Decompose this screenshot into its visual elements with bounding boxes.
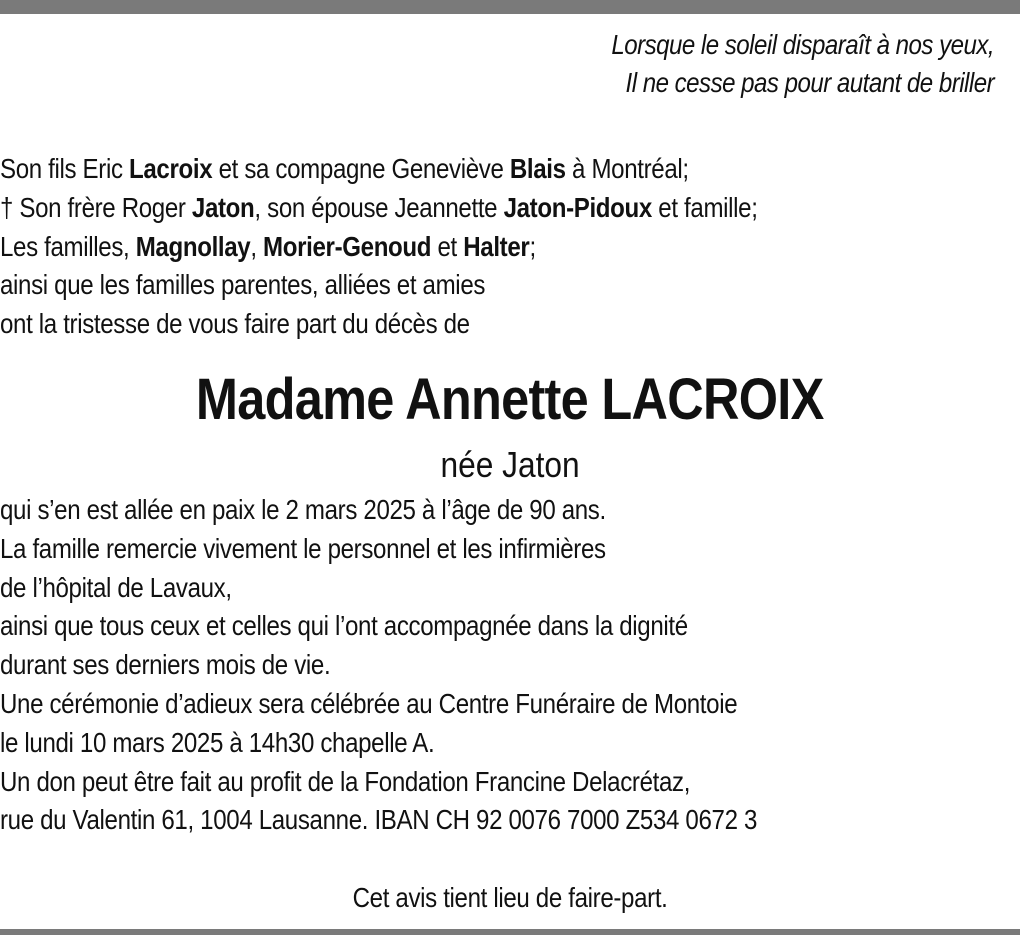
family-line: Son fils Eric Lacroix et sa compagne Geneviève Blais à Montréal; <box>0 153 689 184</box>
body-line: qui s’en est allée en paix le 2 mars 2025 à l’âge de 90 ans. <box>0 494 606 525</box>
body-line: La famille remercie vivement le personnel et les infirmières <box>0 532 606 564</box>
notice-body <box>0 491 757 840</box>
body-line: rue du Valentin 61, 1004 Lausanne. IBAN CH 92 0076 7000 Z534 0672 3 <box>0 804 758 836</box>
body-line: Une cérémonie d’adieux sera célébrée au Centre Funéraire de Montoie <box>0 687 738 719</box>
maiden-name: née Jaton <box>440 444 580 485</box>
body-line: durant ses derniers mois de vie. <box>0 649 331 681</box>
body-line: ainsi que tous ceux et celles qui l’ont accompagnée dans la dignité <box>0 610 688 642</box>
family-line: ont la tristesse de vous faire part du décès de <box>0 308 470 340</box>
epigraph-line: Il ne cesse pas pour autant de briller <box>625 67 994 98</box>
surname: Halter <box>463 230 530 262</box>
epigraph-line: Lorsque le soleil disparaît à nos yeux, <box>611 29 994 60</box>
footer-note: Cet avis tient lieu de faire-part. <box>352 882 668 913</box>
surname: Jaton-Pidoux <box>503 191 652 223</box>
epigraph-quote <box>611 26 994 102</box>
surname: Magnollay <box>135 230 251 262</box>
bottom-divider <box>0 929 1020 935</box>
top-divider <box>0 0 1020 14</box>
body-line: Un don peut être fait au profit de la Fondation Francine Delacrétaz, <box>0 765 691 797</box>
family-line: † Son frère Roger Jaton, son épouse Jeannette Jaton-Pidoux et famille; <box>0 191 758 223</box>
surname: Jaton <box>191 191 255 223</box>
surname: Blais <box>509 153 566 184</box>
family-line: Les familles, Magnollay, Morier-Genoud et Halter; <box>0 230 536 262</box>
surname: Lacroix <box>129 153 213 184</box>
family-line: ainsi que les familles parentes, alliées et amies <box>0 269 486 301</box>
deceased-name: Madame Annette LACROIX <box>196 367 824 432</box>
surname: Morier-Genoud <box>263 230 432 262</box>
body-line: le lundi 10 mars 2025 à 14h30 chapelle A. <box>0 726 435 758</box>
body-line: de l’hôpital de Lavaux, <box>0 571 232 603</box>
family-announcement <box>0 150 758 344</box>
